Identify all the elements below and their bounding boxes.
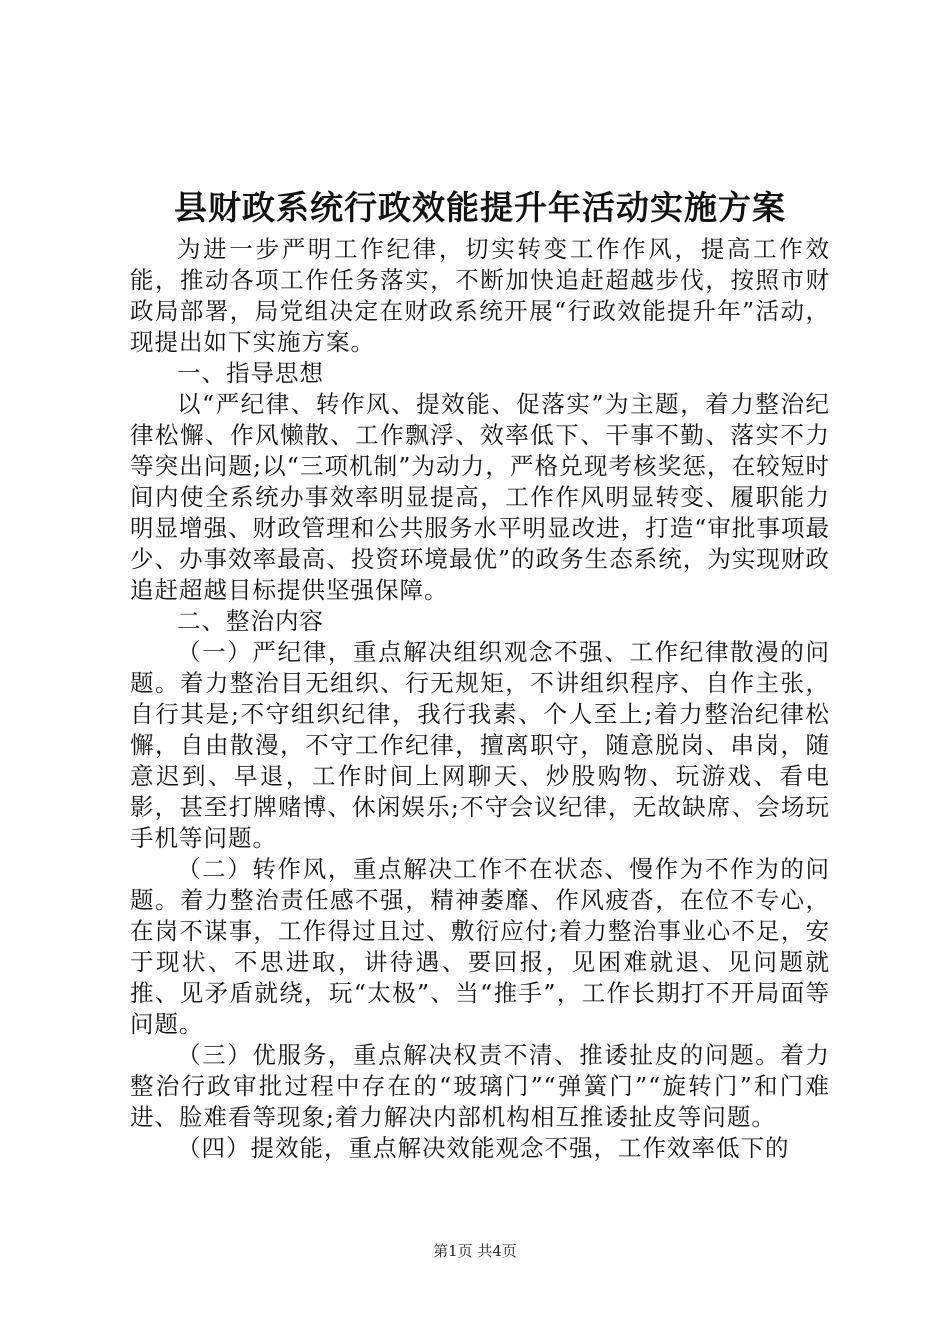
rectification-item-2: （二）转作风，重点解决工作不在状态、慢作为不作为的问题。着力整治责任感不强，精神萎靡、作风疲沓，在位不专心，在岗不谋事，工作得过且过、敷衍应付;着力整治事业心不足，安于现状、不思进取，讲待遇、要回报，见困难就退、见问题就推、见矛盾就绕，玩“太极”、当“推手”，工作长期打不开局面等问题。	[130, 855, 830, 1038]
rectification-item-1: （一）严纪律，重点解决组织观念不强、工作纪律散漫的问题。着力整治目无组织、行无规矩，不讲组织程序、自作主张，自行其是;不守组织纪律，我行我素、个人至上;着力整治纪律松懈，自由散漫，不守工作纪律，擅离职守，随意脱岗、串岗，随意迟到、早退，工作时间上网聊天、炒股购物、玩游戏、看电影，甚至打牌赌博、休闲娱乐;不守会议纪律，无故缺席、会场玩手机等问题。	[130, 638, 830, 852]
intro-paragraph: 为进一步严明工作纪律，切实转变工作作风，提高工作效能，推动各项工作任务落实，不断加快追赶超越步伐，按照市财政局部署，局党组决定在财政系统开展“行政效能提升年”活动，现提出如下实施方案。	[130, 235, 830, 356]
document-body	[130, 234, 830, 1164]
guiding-thought-paragraph: 以“严纪律、转作风、提效能、促落实”为主题，着力整治纪律松懈、作风懒散、工作飘浮、效率低下、干事不勤、落实不力等突出问题;以“三项机制”为动力，严格兑现考核奖惩，在较短时间内使全系统办事效率明显提高，工作作风明显转变、履职能力明显增强、财政管理和公共服务水平明显改进，打造“审批事项最少、办事效率最高、投资环境最优”的政务生态系统，为实现财政追赶超越目标提供坚强保障。	[130, 390, 830, 604]
section-heading-rectification: 二、整治内容	[177, 607, 324, 635]
page-number-footer: 第1页 共4页	[433, 1242, 517, 1260]
rectification-item-4: （四）提效能，重点解决效能观念不强，工作效率低下的	[177, 1134, 790, 1162]
section-heading-guiding-thought: 一、指导思想	[177, 359, 324, 387]
rectification-item-3: （三）优服务，重点解决权责不清、推诿扯皮的问题。着力整治行政审批过程中存在的“玻璃门”“弹簧门”“旋转门”和门难进、脸难看等现象;着力解决内部机构相互推诿扯皮等问题。	[130, 1041, 830, 1131]
document-title: 县财政系统行政效能提升年活动实施方案	[174, 188, 786, 227]
